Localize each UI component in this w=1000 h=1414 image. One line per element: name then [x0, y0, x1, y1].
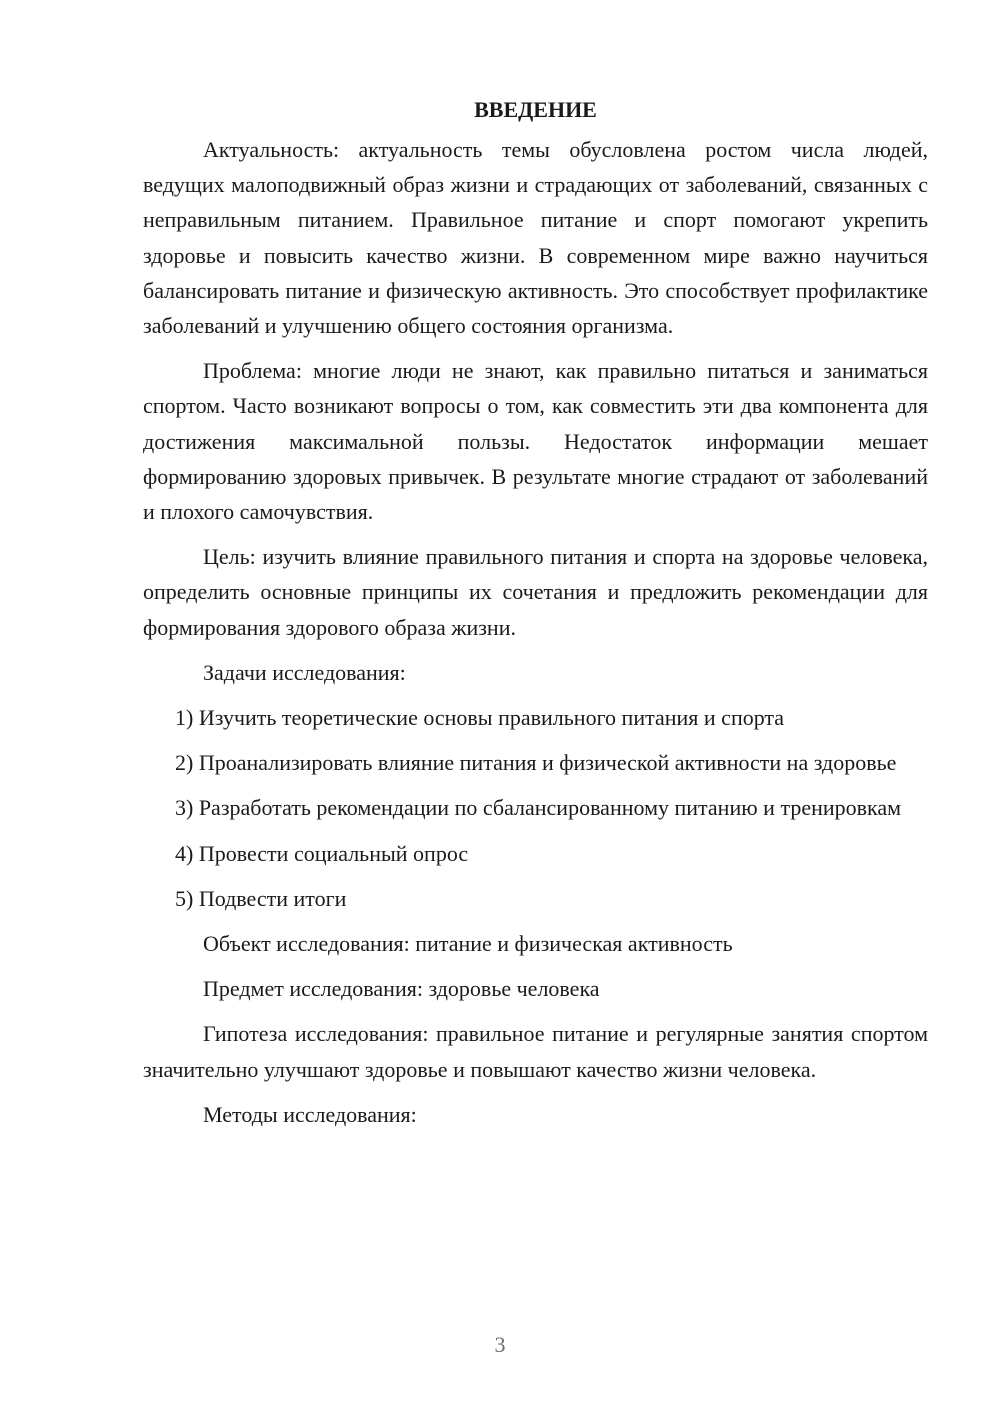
- page-title: ВВЕДЕНИЕ: [474, 97, 597, 122]
- goal-paragraph: Цель: изучить влияние правильного питания и спорта на здоровье человека, определить основные принципы их сочетания и предложить рекомендации для формирования здорового образа жизни.: [143, 544, 928, 640]
- problem-paragraph: Проблема: многие люди не знают, как правильно питаться и заниматься спортом. Часто возникают вопросы о том, как совместить эти два компонента для достижения максимальной пользы. Недостаток информации мешает формированию здоровых привычек. В результате многие страдают от заболеваний и плохого самочувствия.: [143, 358, 928, 525]
- tasks-title: Задачи исследования:: [203, 659, 406, 685]
- task-item-4: 4) Провести социальный опрос: [175, 840, 469, 866]
- task-item-3: 3) Разработать рекомендации по сбалансированному питанию и тренировкам: [175, 795, 902, 821]
- page-number: 3: [494, 1332, 506, 1357]
- task-item-5: 5) Подвести итоги: [175, 885, 347, 911]
- hypothesis-paragraph: Гипотеза исследования: правильное питание и регулярные занятия спортом значительно улучшают здоровье и повышают качество жизни человека.: [143, 1021, 928, 1082]
- task-item-2: 2) Проанализировать влияние питания и физической активности на здоровье: [175, 750, 897, 776]
- research-object: Объект исследования: питание и физическая активность: [203, 931, 733, 957]
- document-page: [143, 92, 928, 1142]
- methods-title: Методы исследования:: [203, 1101, 417, 1127]
- research-subject: Предмет исследования: здоровье человека: [203, 976, 600, 1002]
- relevance-paragraph: Актуальность: актуальность темы обусловлена ростом числа людей, ведущих малоподвижный образ жизни и страдающих от заболеваний, связанных с неправильным питанием. Правильное питание и спорт помогают укрепить здоровье и повысить качество жизни. В современном мире важно научиться балансировать питание и физическую активность. Это способствует профилактике заболеваний и улучшению общего состояния организма.: [143, 137, 928, 339]
- task-item-1: 1) Изучить теоретические основы правильного питания и спорта: [175, 705, 785, 731]
